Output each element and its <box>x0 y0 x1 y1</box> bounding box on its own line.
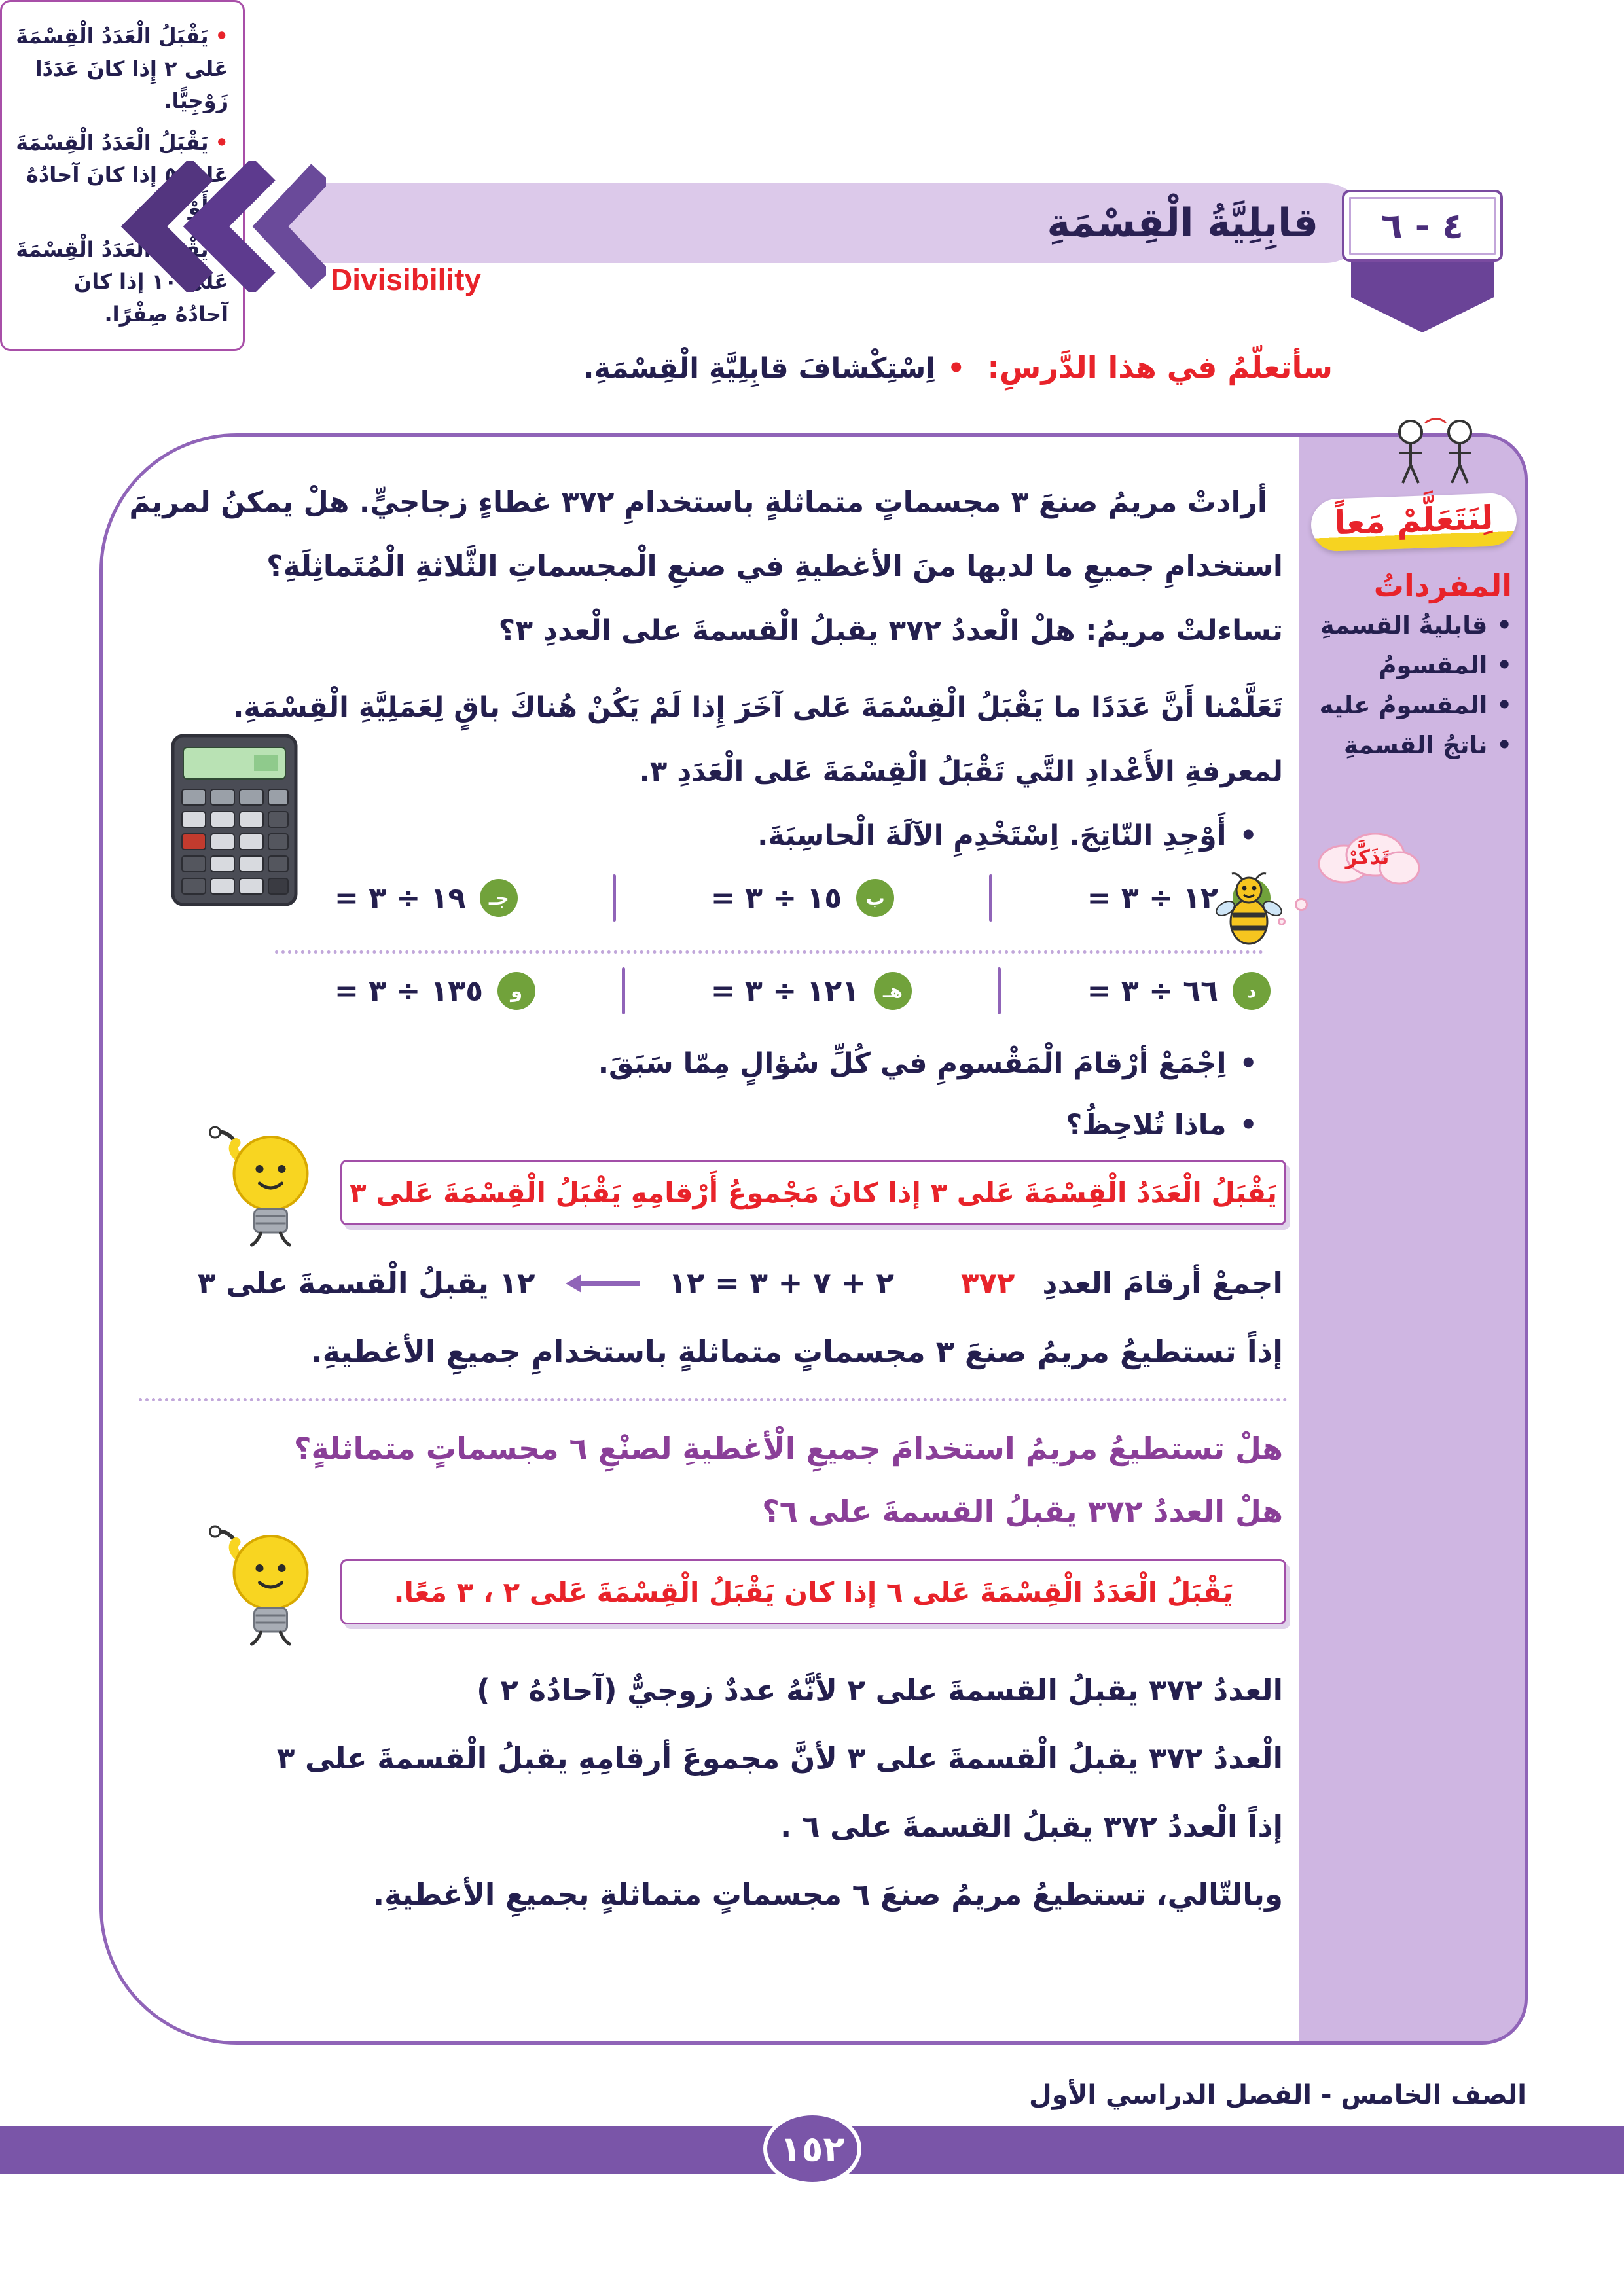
intro-text: استخدامِ جميعِ ما لديها منَ الأغطيةِ في صنعِ الْمجسماتِ الثَّلاثةِ الْمُتَماثِلَةِ؟ <box>266 550 1283 583</box>
ribbon-decoration <box>1351 259 1494 332</box>
objective-item: • اِسْتِكْشافَ قابِلِيَّةِ الْقِسْمَةِ. <box>583 352 965 385</box>
lesson-objective <box>583 350 1333 385</box>
lesson-title-arabic: قابِلِيَّةُ الْقِسْمَةِ <box>1047 200 1318 246</box>
explanation-divisible-by-3: الْعددُ ٣٧٢ يقبلُ الْقسمةَ على ٣ لأنَّ مجموعَ أرقامِهِ يقبلُ الْقسمةَ على ٣ <box>276 1741 1283 1776</box>
exercise-expression: ١٥ ÷ ٣ = <box>710 881 842 915</box>
sum-equation: ٢ + ٧ + ٣ = ١٢ <box>668 1266 894 1300</box>
title-banner <box>280 183 1365 263</box>
exercise-letter-badge: د <box>1233 972 1271 1010</box>
what-do-you-notice: • ماذا تُلاحِظُ؟ <box>1066 1109 1257 1141</box>
vocab-item: • المقسومُ عليه <box>1320 691 1512 719</box>
final-conclusion: وبالتّالي، تستطيعُ مريمُ صنعَ ٦ مجسماتٍ متماثلةٍ بجميعِ الأغطيةِ. <box>373 1877 1283 1912</box>
intro-text: أرادتْ مريمُ صنعَ ٣ مجسماتٍ متماثلةٍ باستخدامِ ٣٧٢ غطاءٍ زجاجيٍّ. هلْ يمكنُ لمريمَ <box>129 486 1267 519</box>
exercise-separator <box>622 967 625 1014</box>
sum-result: ١٢ يقبلُ الْقسمةَ على ٣ <box>198 1266 535 1300</box>
exercise-letter-badge: ب <box>856 879 894 917</box>
sum-prefix: اجمعْ أرقامَ العددِ <box>1042 1266 1283 1300</box>
grade-semester-label: الصف الخامس - الفصل الدراسي الأول <box>1029 2080 1526 2110</box>
exercise-expression: ١٢١ ÷ ٣ = <box>710 974 859 1008</box>
lightbulb-character <box>207 1118 328 1249</box>
vocab-item: • ناتجُ القسمةِ <box>1320 731 1512 759</box>
exercise-separator <box>989 874 992 922</box>
exercise-row <box>334 874 1271 922</box>
remember-rule: • يَقْبَلُ الْعَدَدُ الْقِسْمَةَ عَلى ١٠ إذا كانَ آحادُهُ صِفْرًا. <box>14 234 228 331</box>
dotted-divider <box>275 950 1263 954</box>
sum-number: ٣٧٢ <box>961 1266 1015 1300</box>
question-divisible-by-6: هلْ العددُ ٣٧٢ يقبلُ القسمةَ على ٦؟ <box>762 1494 1283 1529</box>
thought-dot <box>1295 898 1308 911</box>
lets-learn-together-badge <box>1301 488 1526 556</box>
find-result-instruction: • أَوْجِدِ النّاتِجَ. اِسْتَخْدِمِ الآلَةَ الْحاسِبَةَ. <box>757 819 1257 852</box>
students-icon <box>1365 412 1506 490</box>
divisibility-by-6-rule: يَقْبَلُ الْعَدَدُ الْقِسْمَةَ عَلى ٦ إذا كان يَقْبَلُ الْقِسْمَةَ عَلى ٢ ، ٣ مَعًا. <box>340 1559 1286 1624</box>
intro-question: تساءلتْ مريمُ: هلْ الْعددُ ٣٧٢ يقبلُ الْقسمةَ على الْعددِ ٣؟ <box>498 614 1283 647</box>
exercise-expression: ٦٦ ÷ ٣ = <box>1087 974 1218 1008</box>
exercise-item <box>1087 972 1271 1010</box>
dotted-divider <box>139 1398 1288 1401</box>
exercise-item <box>334 972 535 1010</box>
explanation-divisible-by-6: إذاً الْعددُ ٣٧٢ يقبلُ القسمةَ على ٦ . <box>780 1809 1283 1844</box>
lesson-number: ٤ - ٦ <box>1381 205 1464 247</box>
conclusion-divisible-by-3: إذاً تستطيعُ مريمُ صنعَ ٣ مجسماتٍ متماثلةٍ باستخدامِ جميعِ الأغطيةِ. <box>311 1334 1283 1369</box>
lesson-title-english: Divisibility <box>331 262 482 296</box>
remember-rule: • يَقْبَلُ الْعَدَدُ الْقِسْمَةَ عَلى ٢ إِذا كانَ عَدَدًا زَوْجِيًّا. <box>14 20 228 118</box>
exercise-expression: ١٩ ÷ ٣ = <box>334 881 466 915</box>
chevrons-icon <box>110 161 326 292</box>
exercise-row <box>334 967 1271 1014</box>
remember-cloud <box>1308 823 1427 897</box>
vocabulary-title: المفرداتُ <box>1373 568 1512 603</box>
exercise-expression: ١٣٥ ÷ ٣ = <box>334 974 484 1008</box>
exercise-letter-badge: و <box>497 972 535 1010</box>
bee-character <box>1212 870 1286 954</box>
explanation-divisible-by-2: العددُ ٣٧٢ يقبلُ القسمةَ على ٢ لأنَّهُ عددٌ زوجيٌّ (آحادُهُ ٢ ) <box>477 1673 1283 1708</box>
exercise-item <box>334 879 518 917</box>
page-number-badge <box>763 2111 861 2186</box>
lesson-number-badge <box>1342 190 1503 262</box>
digit-sum-line <box>198 1266 1283 1300</box>
remember-rule: • يَقْبَلُ الْعَدَدُ الْقِسْمَةَ عَلى ٥ إذا كانَ آحادُهُ ٠ أَوْ ٥ <box>14 127 228 224</box>
exercise-item <box>711 879 894 917</box>
arrow-left-icon <box>563 1272 641 1295</box>
lightbulb-character <box>207 1517 328 1648</box>
objective-label: سأتعلّمُ في هذا الدَّرسِ: <box>987 350 1333 385</box>
exercise-separator <box>998 967 1001 1014</box>
calculator-image <box>169 732 300 908</box>
vocab-item: • المقسومُ <box>1320 651 1512 679</box>
exercise-separator <box>613 874 616 922</box>
exercise-letter-badge: هـ <box>874 972 912 1010</box>
exercise-letter-badge: جـ <box>480 879 518 917</box>
learned-text: تَعَلَّمْنا أَنَّ عَدَدًا ما يَقْبَلُ الْقِسْمَةَ عَلى آخَرَ إِذا لَمْ يَكُنْ هُناكَ باقٍ لِعَمَلِيَّةِ الْقِسْمَةِ. <box>233 691 1283 724</box>
divisibility-by-3-rule: يَقْبَلُ الْعَدَدُ الْقِسْمَةَ عَلى ٣ إذا كانَ مَجْموعُ أَرْقامِهِ يَقْبَلُ الْقِسْمَةَ عَلى ٣ <box>340 1160 1286 1225</box>
learned-text: لمعرفةِ الأَعْدادِ التَّي تَقْبَلُ الْقِسْمَةَ عَلى الْعَدَدِ ٣. <box>639 755 1283 788</box>
sum-digits-instruction: • اِجْمَعْ أرْقامَ الْمَقْسومِ في كُلِّ سُؤالٍ مِمّا سَبَقَ. <box>598 1047 1257 1080</box>
exercise-item <box>711 972 912 1010</box>
remember-label: تَذَكَّرْ <box>1345 846 1390 869</box>
exercise-expression: ١٢ ÷ ٣ = <box>1087 881 1218 915</box>
page-number: ١٥٢ <box>780 2128 845 2170</box>
vocab-item: • قابليةُ القسمةِ <box>1320 611 1512 639</box>
vocabulary-list <box>1320 611 1512 771</box>
lets-learn-together-label: لِنَتَعَلَّمْ مَعاً <box>1310 493 1517 552</box>
question-six-models: هلْ تستطيعُ مريمُ استخدامَ جميعِ الْأغطيةِ لصنْعِ ٦ مجسماتٍ متماثلةٍ؟ <box>293 1431 1283 1466</box>
